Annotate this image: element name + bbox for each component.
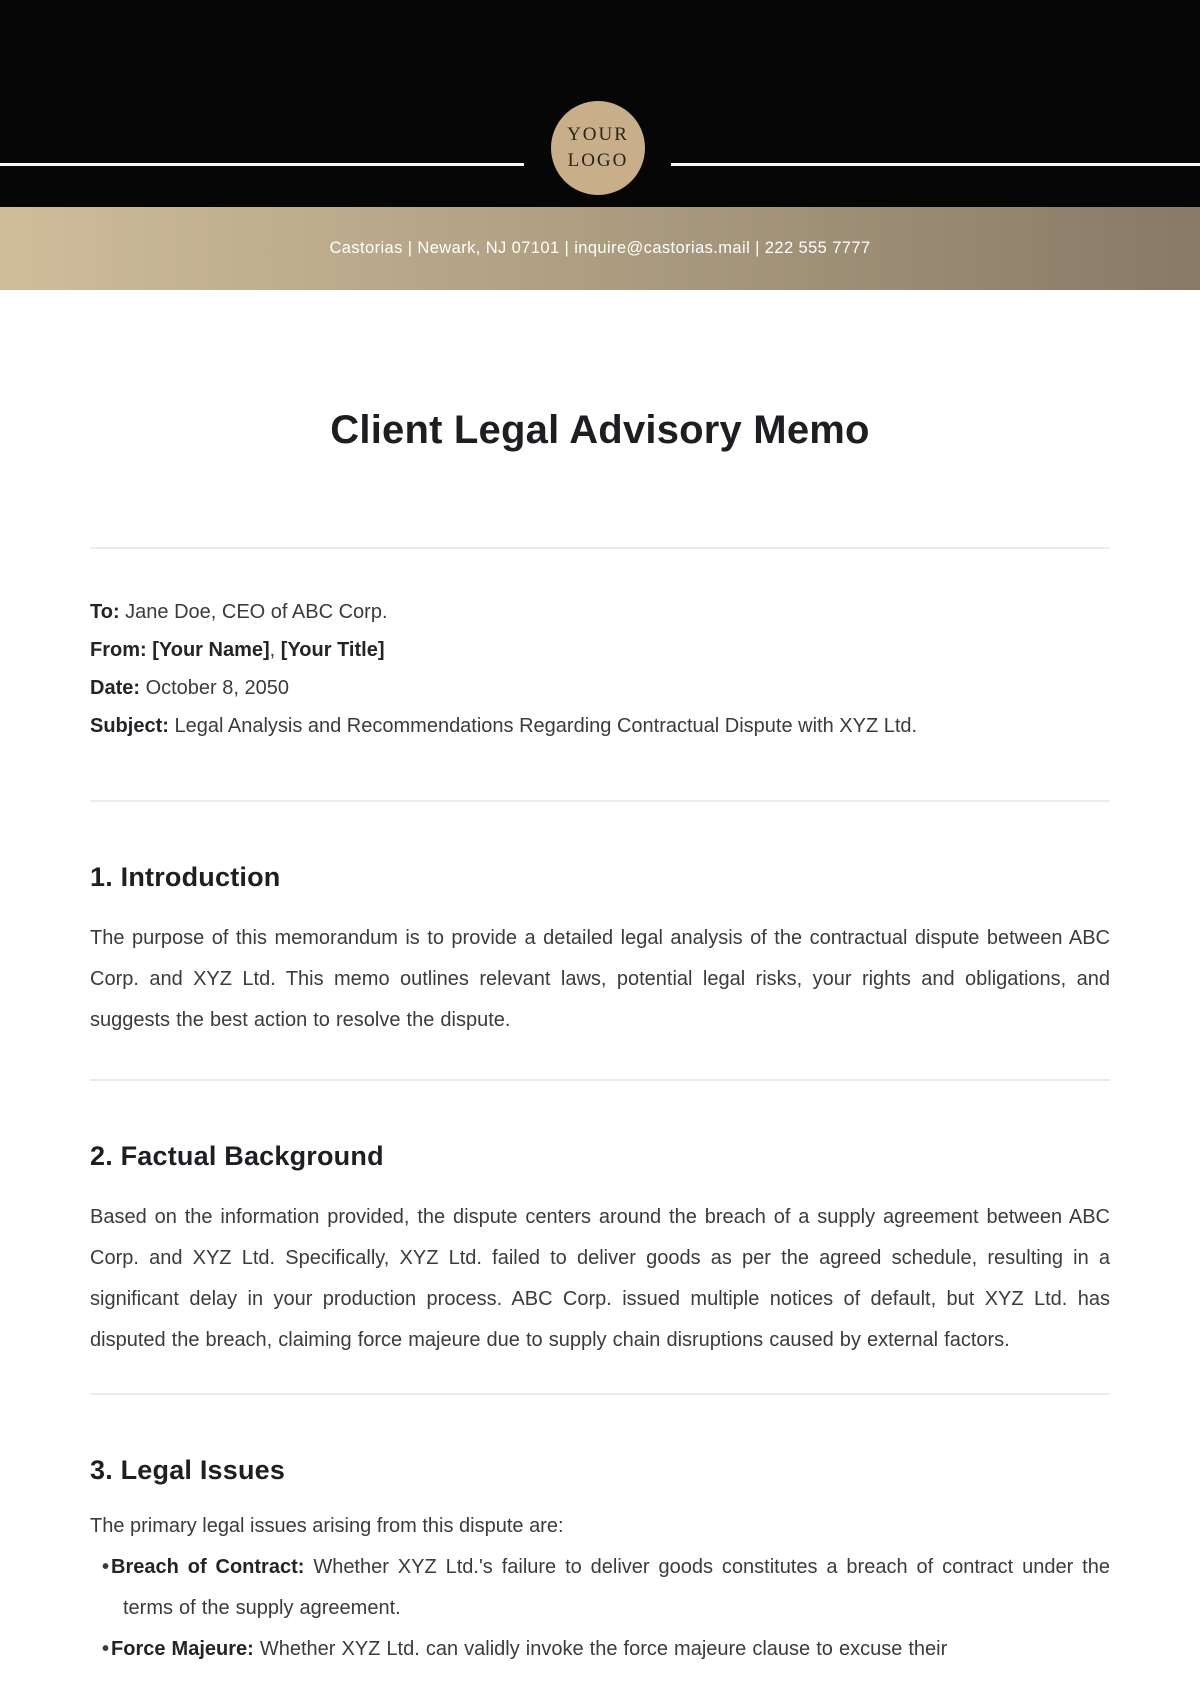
meta-from-name: [Your Name] (146, 639, 270, 661)
memo-meta-block (90, 593, 1110, 745)
meta-from-separator: , (269, 639, 281, 661)
contact-text: Castorias | Newark, NJ 07101 | inquire@castorias.mail | 222 555 7777 (329, 239, 871, 257)
logo-text-line1: YOUR (567, 124, 629, 146)
list-item-force-majeure (90, 1629, 1110, 1670)
divider (90, 1079, 1110, 1081)
section-heading-factual-background: 2. Factual Background (90, 1141, 384, 1171)
contact-band (0, 207, 1200, 290)
meta-from-label: From: (90, 639, 147, 661)
meta-to-line (90, 593, 1110, 631)
bullet-icon (102, 1556, 111, 1578)
meta-date-line (90, 669, 1110, 707)
logo-badge (551, 101, 645, 195)
meta-date-label: Date: (90, 677, 141, 699)
header-rule-left (0, 163, 524, 166)
divider (90, 547, 1110, 549)
legal-issues-list (90, 1547, 1110, 1670)
list-item-breach-of-contract (90, 1547, 1110, 1629)
meta-date-value: October 8, 2050 (140, 677, 289, 699)
meta-subject-line (90, 707, 1110, 745)
logo-text-line2: LOGO (567, 150, 629, 171)
document-page (0, 408, 1200, 1670)
meta-from-line (90, 631, 1110, 669)
meta-subject-value: Legal Analysis and Recommendations Regarding Contractual Dispute with XYZ Ltd. (168, 715, 918, 737)
header-rule-right (671, 163, 1200, 166)
header-banner (0, 0, 1200, 207)
bullet-icon (102, 1638, 111, 1660)
meta-from-title: [Your Title] (280, 639, 385, 661)
bullet-text: Whether XYZ Ltd.'s failure to deliver goods constitutes a breach of contract under the terms of the supply agreement. (123, 1556, 1110, 1619)
section-heading-legal-issues: 3. Legal Issues (90, 1455, 286, 1485)
divider (90, 800, 1110, 802)
meta-to-value: Jane Doe, CEO of ABC Corp. (119, 601, 388, 623)
legal-issues-lead: The primary legal issues arising from this dispute are: (90, 1515, 564, 1537)
bullet-text: Whether XYZ Ltd. can validly invoke the force majeure clause to excuse their (253, 1638, 948, 1660)
section-body-introduction: The purpose of this memorandum is to provide a detailed legal analysis of the contractual dispute between ABC Corp. and XYZ Ltd. This memo outlines relevant laws, potential legal risks, your rights and obligations, and suggests the best action to resolve the dispute. (90, 927, 1110, 1031)
bullet-label: Force Majeure: (111, 1638, 254, 1660)
bullet-label: Breach of Contract: (111, 1556, 305, 1578)
divider (90, 1393, 1110, 1395)
page-title: Client Legal Advisory Memo (330, 408, 870, 452)
section-heading-introduction: 1. Introduction (90, 862, 281, 892)
meta-subject-label: Subject: (90, 715, 169, 737)
section-body-factual-background: Based on the information provided, the dispute centers around the breach of a supply agreement between ABC Corp. and XYZ Ltd. Specifically, XYZ Ltd. failed to deliver goods as per the agreed schedule, resulting in a significant delay in your production process. ABC Corp. issued multiple notices of default, but XYZ Ltd. has disputed the breach, claiming force majeure due to supply chain disruptions caused by external factors. (90, 1206, 1110, 1351)
meta-to-label: To: (90, 601, 120, 623)
